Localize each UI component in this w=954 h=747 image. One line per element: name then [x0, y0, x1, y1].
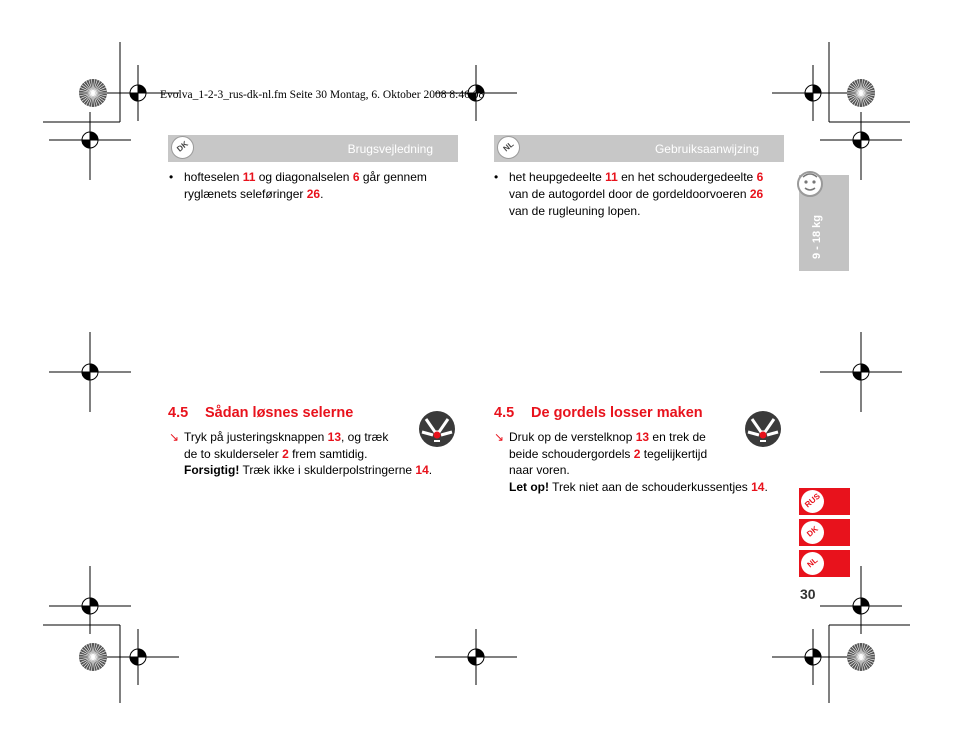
bullet-dot: •: [169, 170, 174, 184]
step-arrow-icon: ↘: [494, 430, 505, 444]
nl-section-heading: [494, 405, 703, 421]
dk-header-bar: [168, 135, 458, 162]
text: frem samtidig.: [288, 446, 368, 461]
text: Træk ikke i skulderpolstringerne: [239, 463, 416, 477]
text: van de rugleuning lopen.: [509, 204, 641, 218]
text: tegelijkertijd: [640, 446, 708, 461]
ref-number: 11: [242, 170, 256, 184]
language-tab-nl: [799, 550, 850, 577]
section-title: De gordels losser maken: [531, 405, 703, 421]
section-number: 4.5: [494, 405, 515, 421]
dk-section-heading: [168, 405, 353, 421]
warning-label: Forsigtig!: [184, 463, 240, 477]
nl-harness-release-icon: [744, 410, 782, 448]
dk-language-badge: [171, 136, 194, 159]
color-rosette-icon: [847, 79, 875, 107]
file-slug: Evolva_1-2-3_rus-dk-nl.fm Seite 30 Montag, 6. Oktober 2008 8:46 08: [160, 89, 485, 101]
ref-number: 26: [749, 187, 764, 201]
ref-number: 2: [282, 446, 289, 461]
text: og diagonalselen: [255, 170, 353, 184]
text: går gennem: [359, 170, 427, 184]
nl-header-bar: [494, 135, 784, 162]
language-code: RUS: [803, 491, 822, 510]
page-number: 30: [800, 586, 816, 602]
weight-group-tab: [799, 175, 849, 271]
bullet-dot: •: [494, 170, 499, 184]
color-rosette-icon: [847, 643, 875, 671]
registration-target-icon: [49, 344, 131, 400]
dk-bullet-text: [184, 169, 427, 203]
text: de to skulderseler: [184, 446, 283, 461]
ref-number: 2: [633, 446, 641, 461]
text: .: [428, 463, 433, 477]
text: en het schoudergedeelte: [617, 170, 757, 184]
registration-target-icon: [820, 578, 902, 634]
nl-bullet-text: [509, 169, 763, 220]
registration-target-icon: [820, 344, 902, 400]
text: het heupgedeelte: [509, 170, 606, 184]
ref-number: 14: [751, 479, 765, 494]
ref-number: 6: [756, 170, 764, 184]
language-tab-rus: [799, 488, 850, 515]
registration-target-icon: [49, 112, 131, 168]
registration-target-icon: [435, 629, 517, 685]
text: ryglænets seleføringer: [184, 187, 307, 201]
nl-header-title: Gebruiksaanwijzing: [654, 142, 759, 156]
text: van de autogordel door de gordeldoorvoeren: [509, 187, 750, 201]
step-arrow-icon: ↘: [169, 430, 180, 444]
language-tab-dk: [799, 519, 850, 546]
text: beide schoudergordels: [509, 446, 634, 461]
ref-number: 11: [605, 170, 618, 184]
nl-language-badge: [497, 136, 520, 159]
text: hofteselen: [184, 170, 243, 184]
section-title: Sådan løsnes selerne: [205, 405, 354, 421]
registration-target-icon: [820, 112, 902, 168]
dk-harness-release-icon: [418, 410, 456, 448]
registration-target-icon: [772, 629, 854, 685]
language-code: DK: [805, 524, 820, 539]
registration-target-icon: [97, 629, 179, 685]
warning-label: Let op!: [509, 479, 549, 494]
text: Trek niet aan de schouderkussentjes: [549, 479, 752, 494]
ref-number: 13: [635, 430, 650, 444]
dk-language-code: DK: [175, 139, 190, 154]
text: Druk op de verstelknop: [509, 430, 636, 444]
language-code: NL: [805, 555, 820, 570]
ref-number: 13: [327, 430, 341, 444]
dk-header-title: Brugsvejledning: [347, 142, 433, 156]
registration-target-icon: [49, 578, 131, 634]
text: , og træk: [341, 430, 389, 444]
text: .: [320, 187, 324, 201]
text: en trek de: [649, 430, 706, 444]
weight-group-label: 9 - 18 kg: [811, 214, 823, 259]
registration-target-icon: [772, 65, 854, 121]
section-number: 4.5: [168, 405, 189, 421]
child-face-icon: [795, 169, 825, 199]
color-rosette-icon: [79, 79, 107, 107]
text: .: [764, 479, 768, 494]
ref-number: 26: [306, 187, 321, 201]
text: Tryk på justeringsknappen: [184, 430, 328, 444]
color-rosette-icon: [79, 643, 107, 671]
nl-language-code: NL: [501, 139, 516, 154]
ref-number: 14: [415, 463, 429, 477]
ref-number: 6: [352, 170, 360, 184]
text: naar voren.: [509, 463, 570, 477]
